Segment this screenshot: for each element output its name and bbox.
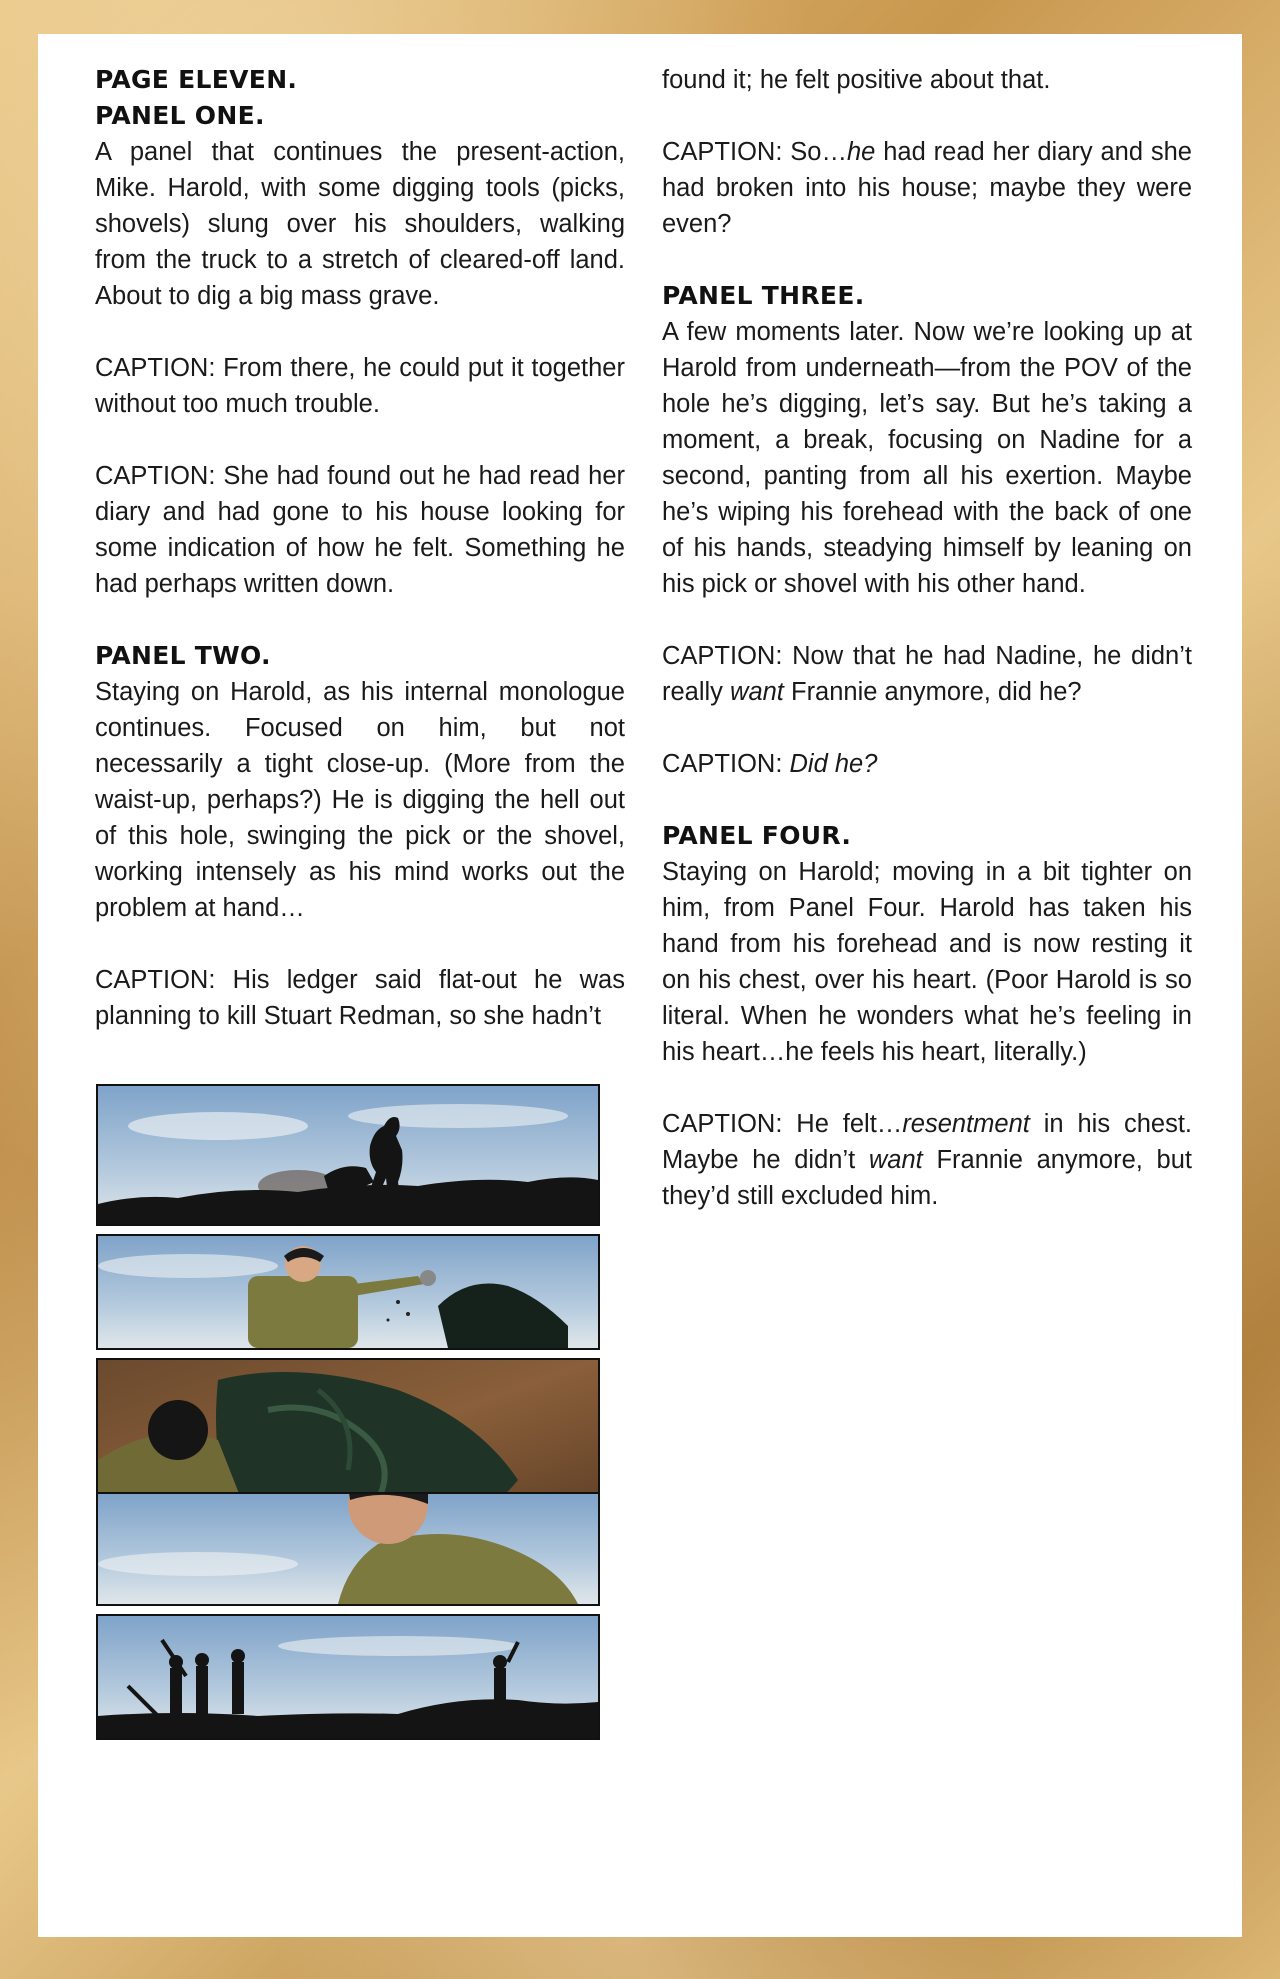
continued-text: found it; he felt positive about that.: [662, 66, 1051, 94]
caption-text: CAPTION:: [662, 750, 790, 778]
right-column: [662, 62, 1192, 1250]
page-heading: PAGE ELEVEN.: [95, 65, 298, 94]
script-page: [38, 34, 1242, 1937]
caption-emphasis: he: [847, 138, 876, 166]
panel-three-description: A few moments later. Now we’re looking up at Harold from underneath—from the POV of the hole he’s digging, let’s say. But he’s taking a moment, a break, focusing on Nadine for a second, panting from all his exertion. Maybe he’s wiping his forehead with the back of one of his hands, steadying himself by leaning on his pick or shovel with his other hand.: [662, 318, 1192, 598]
caption-paragraph: [662, 638, 1192, 710]
panel-one-description: A panel that continues the present-action, Mike. Harold, with some digging tools (picks, shovels) slung over his shoulders, walking from the truck to a stretch of cleared-off land. About to dig a big mass grave.: [95, 138, 625, 310]
comic-panel-1: [96, 1084, 600, 1226]
caption-text: in his chest. Maybe he didn’t: [662, 1110, 1192, 1174]
left-column: [95, 62, 625, 1070]
caption-text: had read her diary and she had broken into his house; maybe they were even?: [662, 138, 1192, 238]
caption-emphasis: Did he?: [789, 750, 878, 778]
panel-two-heading: PANEL TWO.: [95, 641, 271, 670]
caption-paragraph: CAPTION: From there, he could put it together without too much trouble.: [95, 354, 625, 418]
caption-emphasis: want: [868, 1146, 923, 1174]
panel-four-heading: PANEL FOUR.: [662, 821, 852, 850]
caption-paragraph: [662, 746, 1192, 782]
caption-paragraph: [662, 1106, 1192, 1214]
panel-two-description: Staying on Harold, as his internal monologue continues. Focused on him, but not necessarily a tight close-up. (More from the waist-up, perhaps?) He is digging the hell out of this hole, swinging the pick or the shovel, working intensely as his mind works out the problem at hand…: [95, 678, 625, 922]
caption-paragraph: [662, 134, 1192, 242]
caption-text: Frannie anymore, did he?: [783, 678, 1082, 706]
caption-emphasis: want: [730, 678, 784, 706]
caption-text: CAPTION: Now that he had Nadine, he didn’t really: [662, 642, 1192, 706]
caption-text: CAPTION: So…: [662, 138, 847, 166]
comic-panel-4: [96, 1492, 600, 1606]
comic-panel-2: [96, 1234, 600, 1350]
comic-panel-5: [96, 1614, 600, 1740]
caption-text: Frannie anymore, but they’d still excluded him.: [662, 1146, 1192, 1210]
digging-scene-art: [98, 1236, 598, 1348]
caption-emphasis: resentment: [902, 1110, 1030, 1138]
group-silhouette-art: [98, 1616, 598, 1738]
panel-three-heading: PANEL THREE.: [662, 281, 865, 310]
walking-silhouette-art: [98, 1086, 598, 1224]
close-up-art: [98, 1494, 598, 1604]
comic-panel-strip: [96, 1084, 600, 1748]
caption-text: CAPTION: He felt…: [662, 1110, 903, 1138]
panel-four-description: Staying on Harold; moving in a bit tighter on him, from Panel Four. Harold has taken his hand from his forehead and is now resting it on his chest, over his heart. (Poor Harold is so literal. When he wonders what he’s feeling in his heart…he feels his heart, literally.): [662, 858, 1192, 1066]
caption-paragraph: CAPTION: His ledger said flat-out he was planning to kill Stuart Redman, so she hadn’t: [95, 966, 625, 1030]
caption-paragraph: CAPTION: She had found out he had read her diary and had gone to his house looking for some indication of how he felt. Something he had perhaps written down.: [95, 462, 625, 598]
panel-one-heading: PANEL ONE.: [95, 101, 265, 130]
